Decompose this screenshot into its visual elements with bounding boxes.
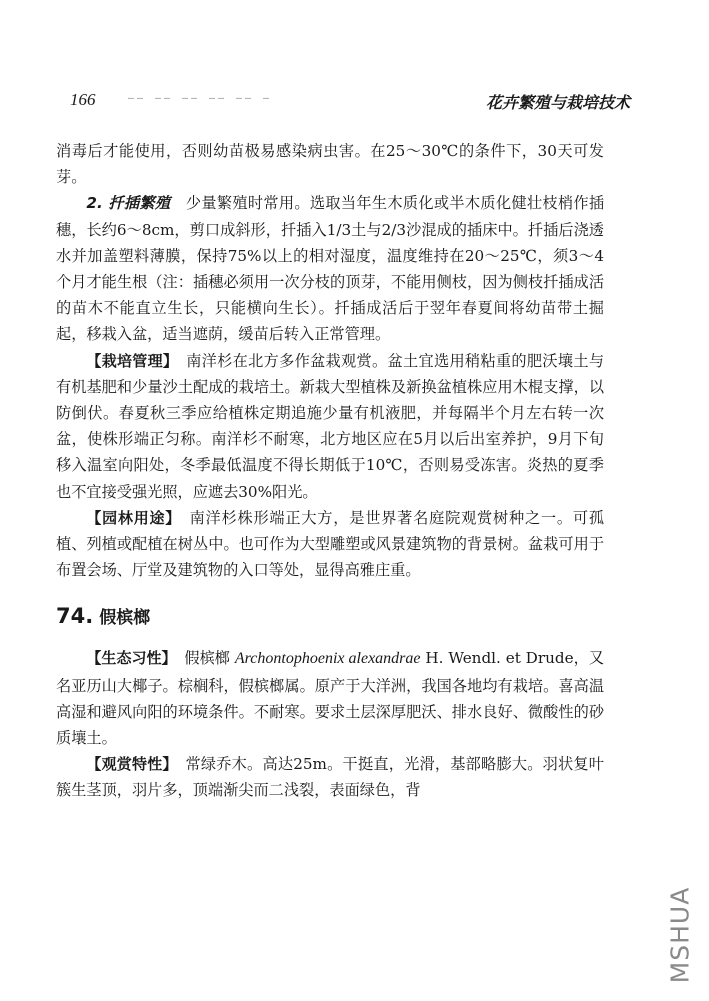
paragraph-text: 南洋杉在北方多作盆栽观赏。盆土宜选用稍粘重的肥沃壤土与有机基肥和少量沙土配成的栽培土。新栽大型植株及新换盆植株应用木棍支撑，以防倒伏。春夏秋三季应给植株定期追施少量有机液肥，并每隔半个月左右转一次盆，使株形端正匀称。南洋杉不耐寒，北方地区应在5月以后出室养护，9月下旬移入温室向阳处，冬季最低温度不得长期低于10℃，否则易受冻害。炎热的夏季也不宜接受强光照，应遮去30%阳光。 [56,351,605,501]
section-label-ecology: 【生态习性】 [86,649,170,668]
paragraph-ecology [56,645,604,751]
paragraph-continued: 消毒后才能使用，否则幼苗极易感染病虫害。在25～30℃的条件下，30天可发芽。 [56,142,604,187]
paragraph-cultivation [56,348,604,505]
page-header [70,90,630,116]
section-label-cultivation: 【栽培管理】 [86,351,171,370]
section-number: 74. [56,604,94,629]
running-title: 花卉繁殖与栽培技术 [485,93,630,112]
paragraph-text: 少量繁殖时常用。选取当年生木质化或半木质化健壮枝梢作插穗，长约6～8cm，剪口成斜形，扦插入1/3土与2/3沙混成的插床中。扦插后浇透水并加盖塑料薄膜，保持75%以上的相对湿度，温度维持在20～25℃，须3～4个月才能生根（注：插穗必须用一次分枝的顶芽，不能用侧枝，因为侧枝扦插成活的苗木不能直立生长，只能横向生长）。扦插成活后于翌年春夏间将幼苗带土掘起，移栽入盆，适当遮荫，缓苗后转入正常管理。 [56,194,605,344]
page-number: 166 [70,90,96,109]
paragraph-text: H. Wendl. et Drude，又名亚历山大椰子。棕榈科，假槟榔属。原产于大洋洲，我国各地均有栽培。喜高温高湿和避风向阳的环境条件。不耐寒。要求土层深厚肥沃、排水良好、微酸性的砂质壤土。 [56,649,605,748]
section-title: 假槟榔 [99,608,151,629]
section-label-ornamental: 【观赏特性】 [86,755,171,774]
section-heading [56,603,604,631]
latin-name: Archontophoenix alexandrae [234,650,421,668]
page-body [56,138,604,804]
paragraph-text: 南洋杉株形端正大方，是世界著名庭院观赏树种之一。可孤植、列植或配植在树丛中。也可作为大型雕塑或风景建筑物的背景树。盆栽可用于布置会场、厅堂及建筑物的入口等处，显得高雅庄重。 [56,508,605,580]
header-leader-dots: …… …… …… …… …… … [128,92,273,103]
paragraph-ornamental [56,751,604,803]
section-label-landscape-use: 【园林用途】 [86,508,174,527]
paragraph-text-lead: 假槟榔 [184,649,231,668]
subsection-title: 2. 扦插繁殖 [86,194,171,213]
paragraph-cutting-propagation [56,190,604,347]
watermark [662,880,698,990]
paragraph-text: 常绿乔木。高达25m。干挺直，光滑，基部略膨大。羽状复叶簇生茎顶，羽片多，顶端渐尖而二浅裂，表面绿色，背 [56,755,604,800]
paragraph-landscape-use [56,505,604,584]
watermark-text: MSHUA [665,886,695,984]
